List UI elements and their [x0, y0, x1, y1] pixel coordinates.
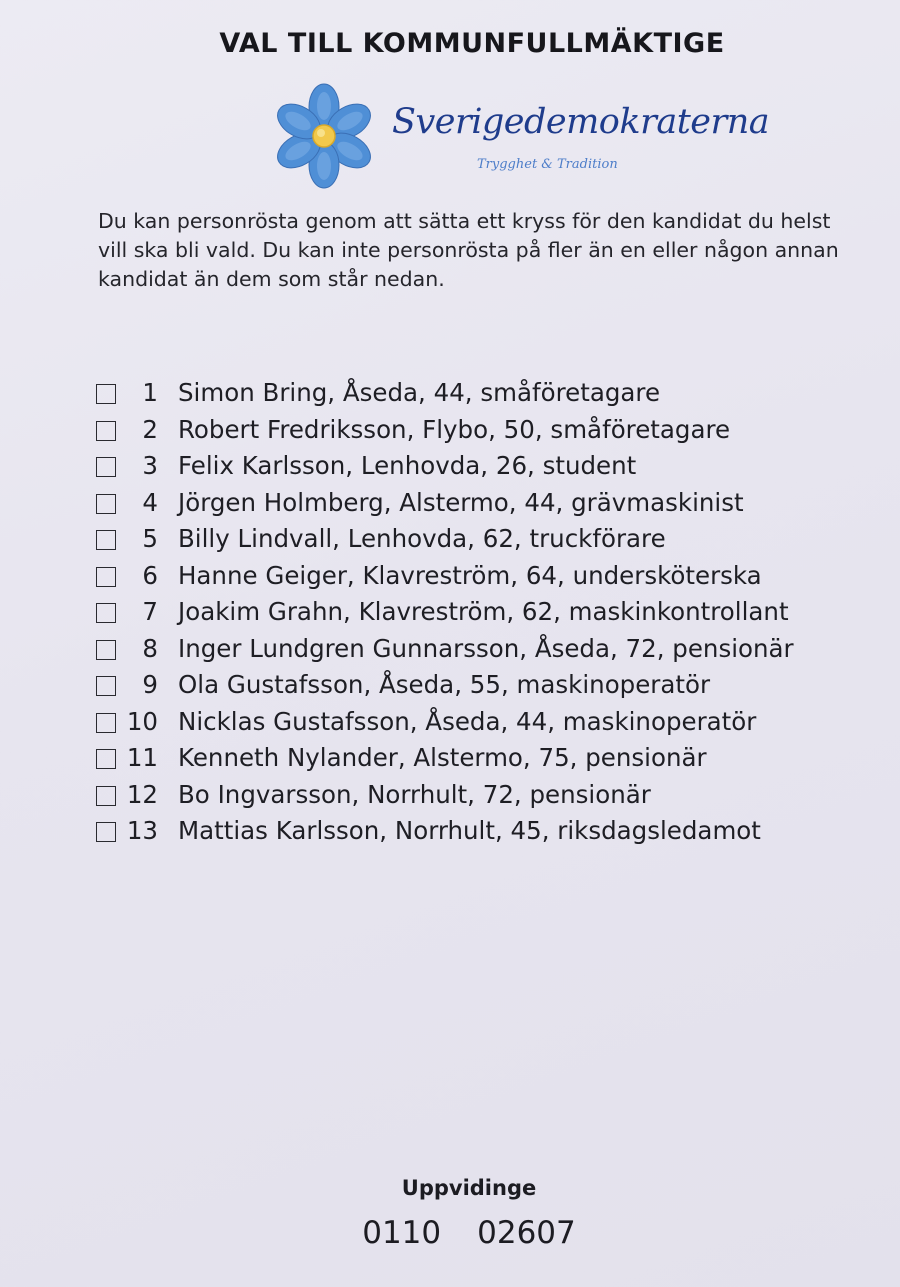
vote-checkbox[interactable]: [96, 640, 116, 660]
candidate-row: [96, 448, 896, 485]
candidate-name: Ola Gustafsson, Åseda, 55, maskinoperatör: [178, 670, 711, 699]
candidate-number: 4: [142, 487, 158, 517]
flower-icon: [272, 80, 384, 192]
candidate-number: 7: [142, 597, 158, 626]
candidate-row: [96, 412, 896, 449]
ballot-code-a: 0110: [362, 1215, 442, 1251]
ballot-code-b: 02607: [477, 1215, 576, 1251]
ballot-title: VAL TILL KOMMUNFULLMÄKTIGE: [219, 28, 725, 59]
candidate-number: 5: [142, 524, 158, 553]
candidate-name: Bo Ingvarsson, Norrhult, 72, pensionär: [178, 779, 651, 809]
candidate-number: 1: [142, 378, 158, 407]
party-logo: [272, 80, 770, 195]
vote-checkbox[interactable]: [96, 567, 116, 587]
vote-checkbox[interactable]: [96, 457, 116, 477]
candidate-name: Billy Lindvall, Lenhovda, 62, truckförare: [178, 524, 666, 553]
vote-checkbox[interactable]: [96, 786, 116, 806]
candidate-number: 10: [126, 706, 158, 736]
candidate-number: 12: [126, 779, 158, 809]
candidate-list: [96, 375, 896, 850]
candidate-name: Robert Fredriksson, Flybo, 50, småföretagare: [178, 414, 731, 444]
candidate-row: [96, 485, 896, 522]
candidate-number: 2: [142, 414, 158, 444]
candidate-row: [96, 704, 896, 741]
candidate-name: Hanne Geiger, Klavreström, 64, undersköterska: [178, 560, 762, 590]
vote-checkbox[interactable]: [96, 822, 116, 842]
candidate-name: Joakim Grahn, Klavreström, 62, maskinkontrollant: [178, 597, 789, 626]
vote-checkbox[interactable]: [96, 713, 116, 733]
candidate-number: 9: [142, 670, 158, 699]
candidate-name: Felix Karlsson, Lenhovda, 26, student: [178, 451, 637, 480]
ballot-codes: [0, 1215, 900, 1251]
party-tagline: Trygghet & Tradition: [477, 157, 618, 172]
vote-checkbox[interactable]: [96, 384, 116, 404]
candidate-number: 3: [142, 451, 158, 480]
candidate-row: [96, 558, 896, 595]
candidate-name: Jörgen Holmberg, Alstermo, 44, grävmaskinist: [178, 487, 744, 517]
vote-checkbox[interactable]: [96, 749, 116, 769]
candidate-name: Kenneth Nylander, Alstermo, 75, pensionär: [178, 743, 707, 772]
party-name: Sverigedemokraterna: [392, 102, 770, 142]
candidate-name: Inger Lundgren Gunnarsson, Åseda, 72, pensionär: [178, 633, 794, 663]
vote-checkbox[interactable]: [96, 494, 116, 514]
candidate-number: 13: [126, 816, 158, 845]
candidate-row: [96, 631, 896, 668]
candidate-row: [96, 740, 896, 777]
vote-checkbox[interactable]: [96, 530, 116, 550]
candidate-row: [96, 521, 896, 558]
candidate-name: Nicklas Gustafsson, Åseda, 44, maskinoperatör: [178, 706, 757, 736]
vote-checkbox[interactable]: [96, 676, 116, 696]
candidate-row: [96, 594, 896, 631]
candidate-row: [96, 667, 896, 704]
candidate-name: Simon Bring, Åseda, 44, småföretagare: [178, 378, 661, 407]
candidate-number: 6: [142, 560, 158, 590]
candidate-row: [96, 813, 896, 850]
candidate-name: Mattias Karlsson, Norrhult, 45, riksdagsledamot: [178, 816, 761, 845]
vote-checkbox[interactable]: [96, 603, 116, 623]
candidate-number: 11: [126, 743, 158, 772]
candidate-row: [96, 777, 896, 814]
candidate-number: 8: [142, 633, 158, 663]
vote-checkbox[interactable]: [96, 421, 116, 441]
voting-instructions: Du kan personrösta genom att sätta ett kryss för den kandidat du helst vill ska bli vald. Du kan inte personrösta på fler än en eller någon annan kandidat än dem som står nedan.: [98, 209, 839, 291]
municipality-name: Uppvidinge: [401, 1176, 537, 1200]
candidate-row: [96, 375, 896, 412]
